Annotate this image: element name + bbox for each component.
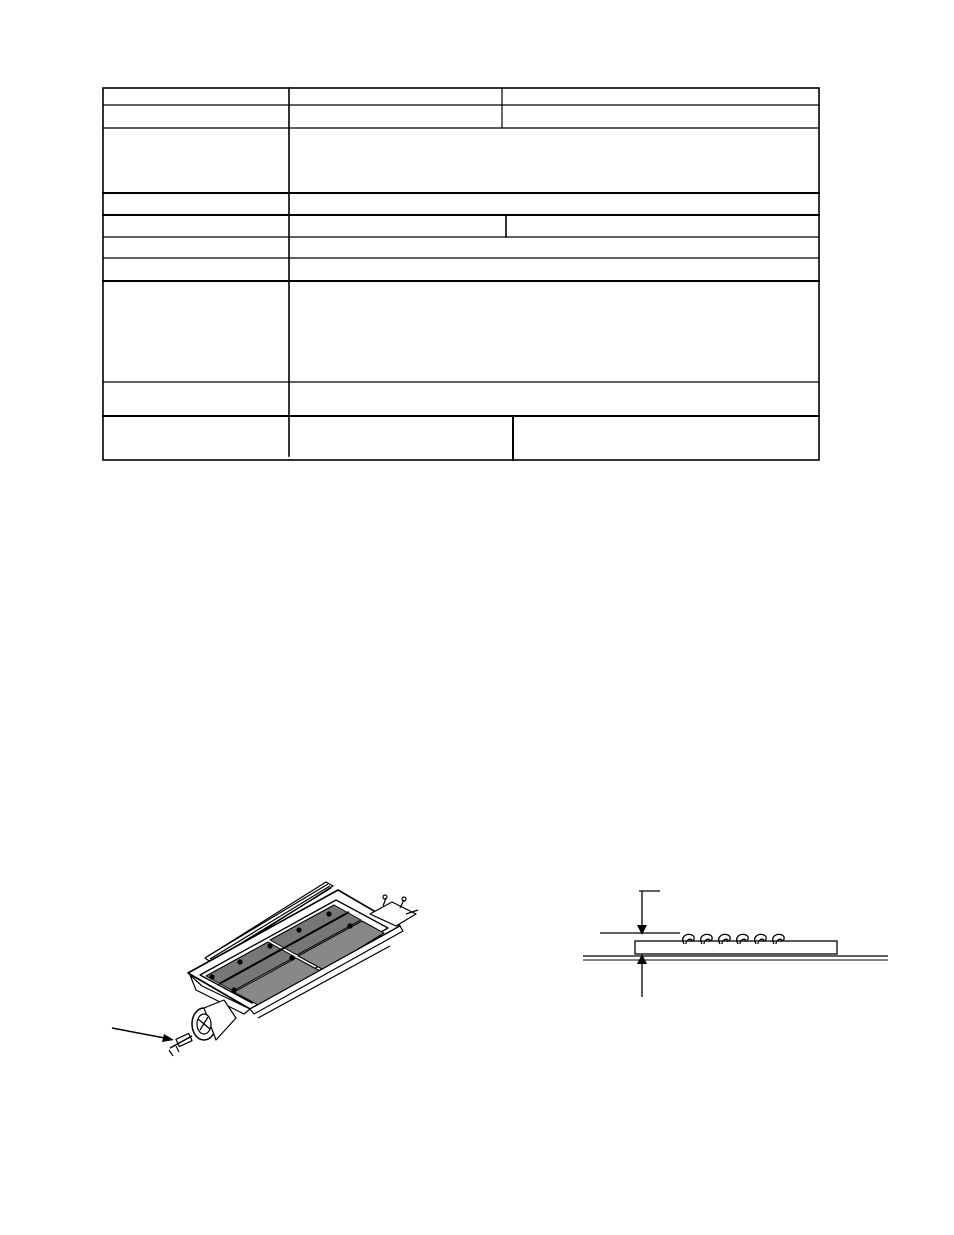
burner-assembly-figure (100, 878, 430, 1068)
callout-arrowhead (162, 1034, 174, 1042)
flame-height-figure (578, 885, 894, 1010)
spec-table (0, 0, 954, 470)
